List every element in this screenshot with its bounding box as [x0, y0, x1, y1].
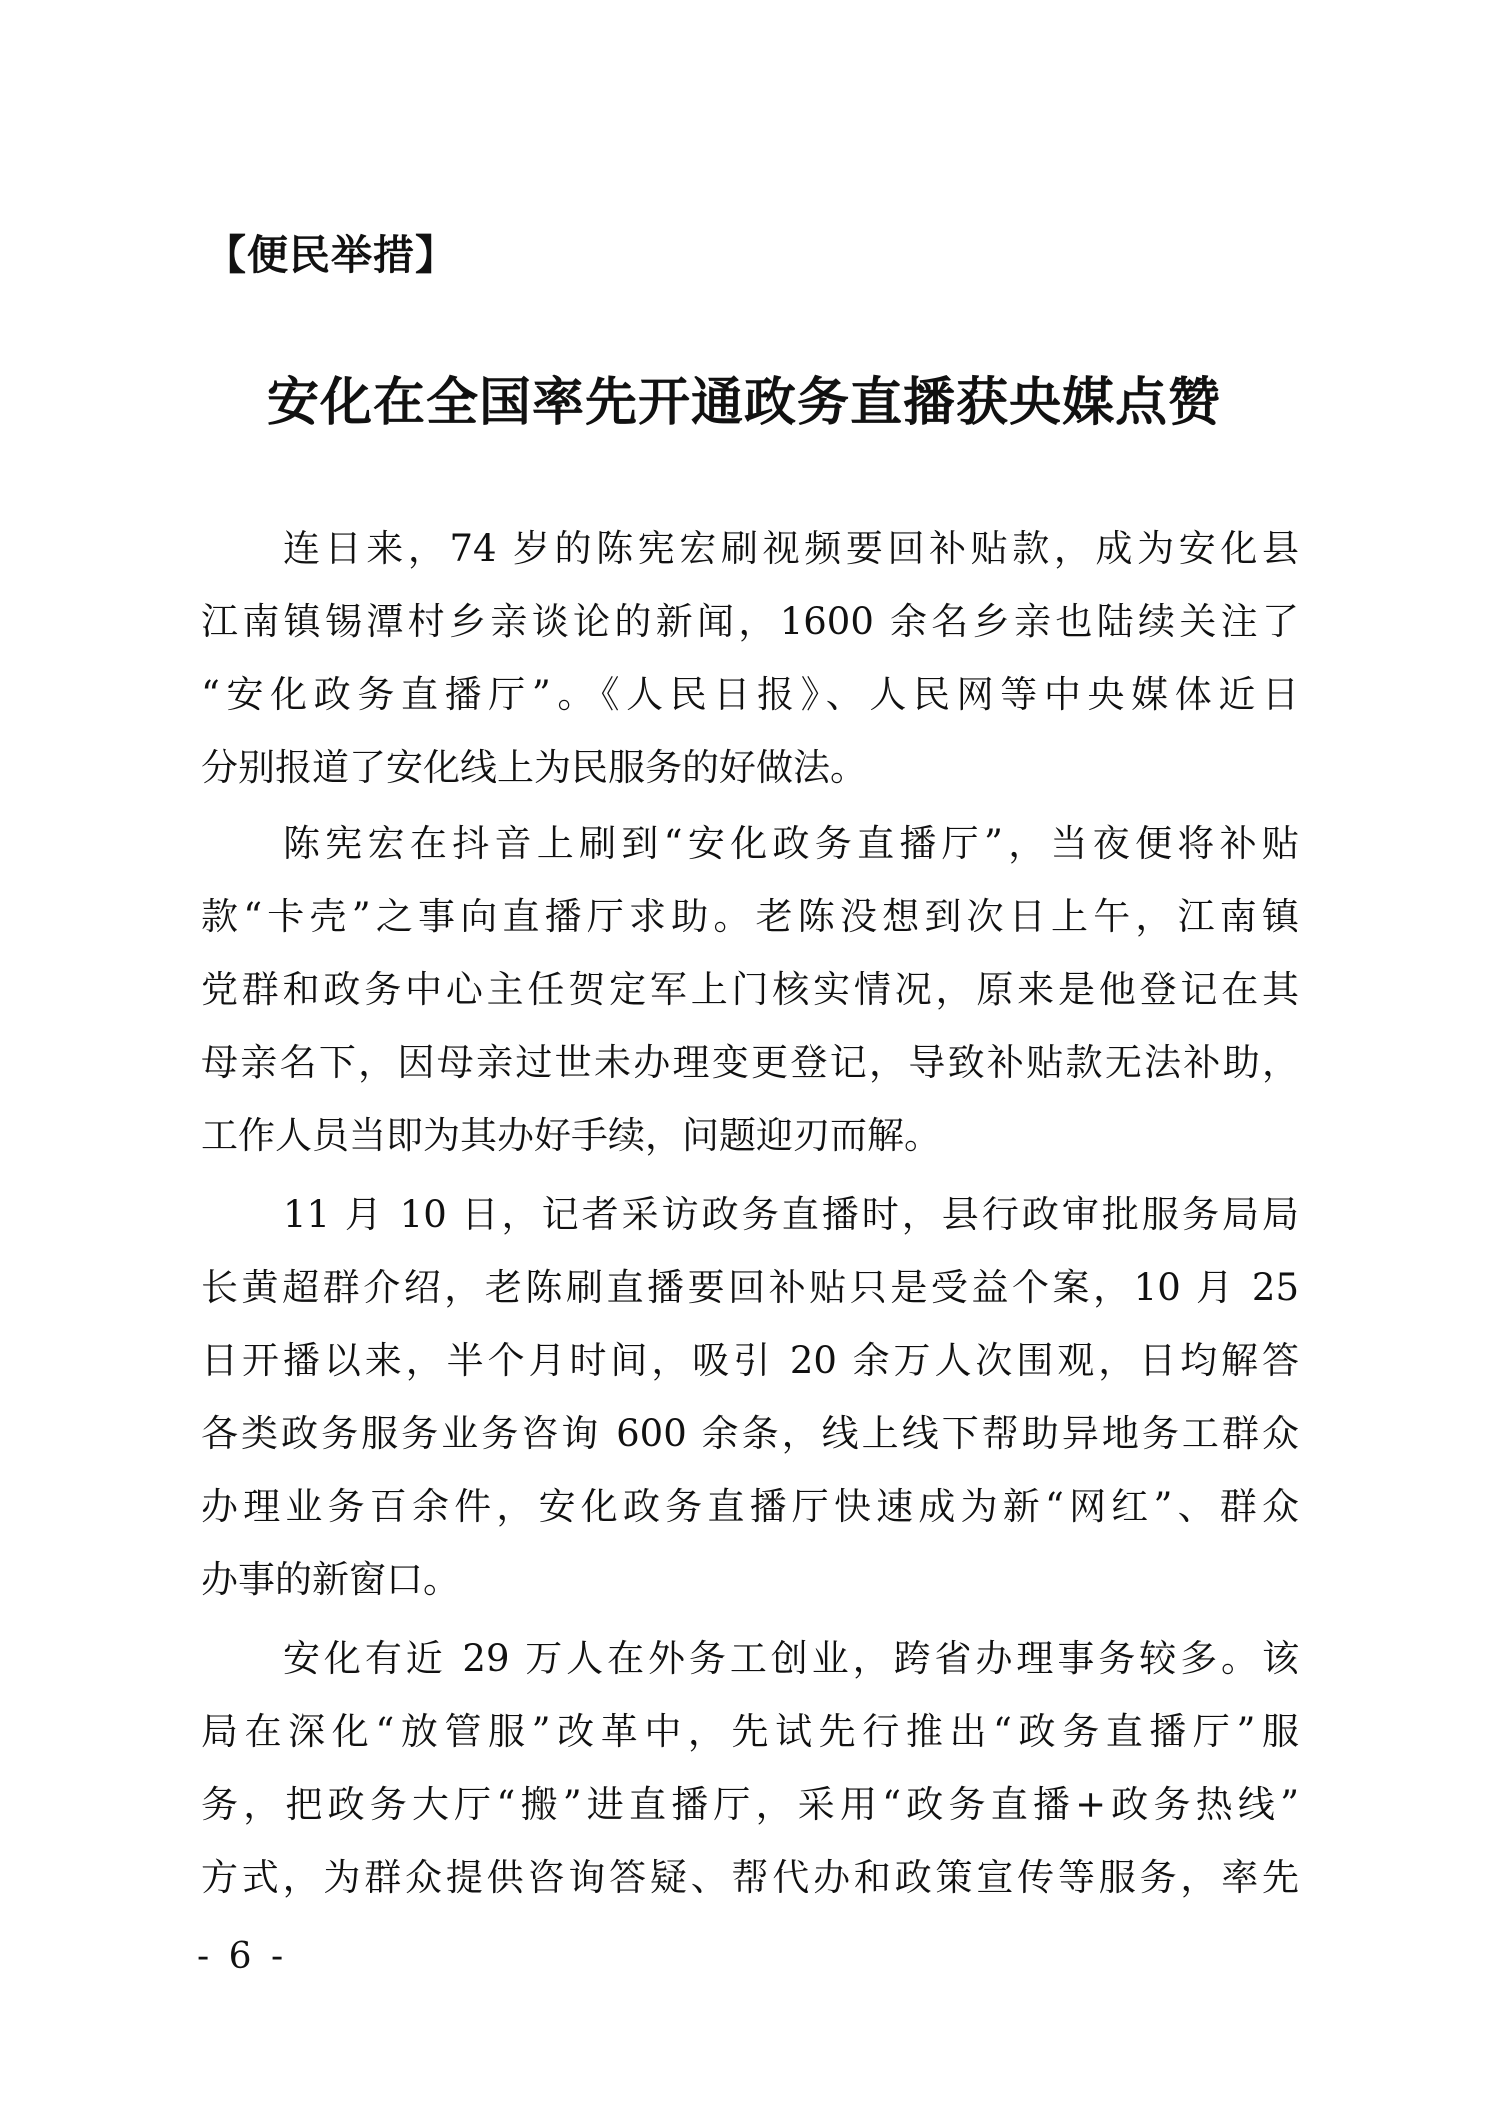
paragraph-line: 长黄超群介绍，老陈刷直播要回补贴只是受益个案，10 月 25 [201, 1266, 1299, 1309]
paragraph-line: 连日来，74 岁的陈宪宏刷视频要回补贴款，成为安化县 [283, 527, 1299, 570]
paragraph-line: 江南镇锡潭村乡亲谈论的新闻，1600 余名乡亲也陆续关注了 [201, 600, 1299, 643]
paragraph-line: 办事的新窗口。 [201, 1558, 460, 1601]
paragraph-line: 各类政务服务业务咨询 600 余条，线上线下帮助异地务工群众 [201, 1412, 1299, 1455]
paragraph-line: 局在深化“放管服”改革中，先试先行推出“政务直播厅”服 [201, 1710, 1299, 1753]
paragraph-line: 陈宪宏在抖音上刷到“安化政务直播厅”，当夜便将补贴 [283, 822, 1299, 865]
paragraph-line: 11 月 10 日，记者采访政务直播时，县行政审批服务局局 [283, 1193, 1299, 1236]
paragraph-line: 务，把政务大厅“搬”进直播厅，采用“政务直播+政务热线” [201, 1783, 1299, 1826]
paragraph-line: 工作人员当即为其办好手续，问题迎刃而解。 [201, 1114, 941, 1157]
page-number: - 6 - [197, 1936, 288, 1977]
paragraph-line: 日开播以来，半个月时间，吸引 20 余万人次围观，日均解答 [201, 1339, 1299, 1382]
paragraph-line: 办理业务百余件，安化政务直播厅快速成为新“网红”、群众 [201, 1485, 1299, 1528]
paragraph-line: 分别报道了安化线上为民服务的好做法。 [201, 746, 867, 789]
paragraph-line: “安化政务直播厅”。《人民日报》、人民网等中央媒体近日 [201, 673, 1299, 716]
paragraph-line: 方式，为群众提供咨询答疑、帮代办和政策宣传等服务，率先 [201, 1856, 1299, 1899]
paragraph-line: 党群和政务中心主任贺定军上门核实情况，原来是他登记在其 [201, 968, 1299, 1011]
paragraph-line: 母亲名下，因母亲过世未办理变更登记，导致补贴款无法补助， [201, 1041, 1299, 1084]
section-tag: 【便民举措】 [205, 231, 457, 279]
paragraph-line: 安化有近 29 万人在外务工创业，跨省办理事务较多。该 [283, 1637, 1299, 1680]
paragraph-line: 款“卡壳”之事向直播厅求助。老陈没想到次日上午，江南镇 [201, 895, 1299, 938]
article-title: 安化在全国率先开通政务直播获央媒点赞 [266, 373, 1221, 433]
